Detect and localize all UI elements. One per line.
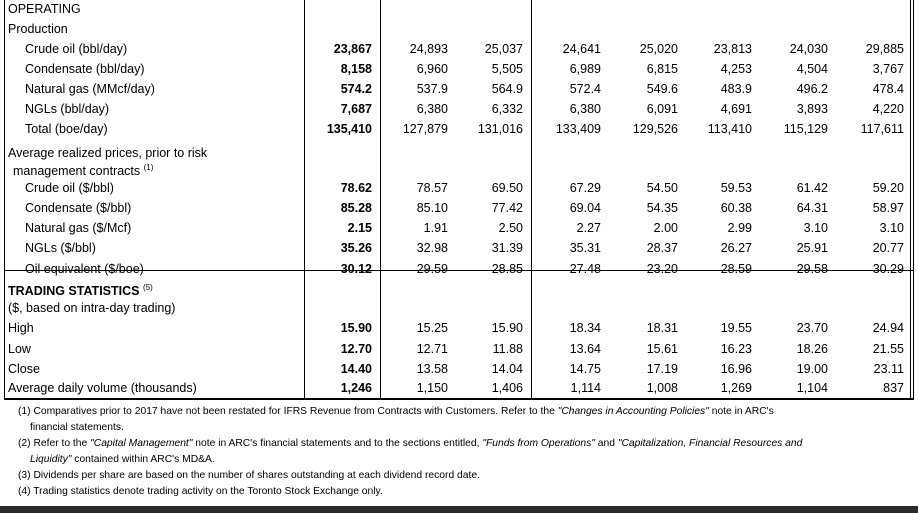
table-cell: 2.15 — [347, 221, 372, 235]
table-cell: 1,150 — [416, 381, 448, 395]
table-cell: 28.59 — [720, 262, 752, 276]
table-cell: 29,885 — [865, 42, 904, 56]
table-cell: 15.90 — [491, 321, 523, 335]
section-title-trading — [8, 281, 153, 298]
table-cell: 4,504 — [796, 62, 828, 76]
column-divider — [380, 0, 381, 399]
table-cell: 58.97 — [872, 201, 904, 215]
table-cell: 574.2 — [340, 82, 372, 96]
footnotes — [18, 404, 908, 500]
row-label: NGLs (bbl/day) — [25, 102, 110, 116]
row-label: Natural gas (MMcf/day) — [25, 82, 155, 96]
table-cell: 23.20 — [646, 262, 678, 276]
table-cell: 59.53 — [720, 181, 752, 195]
table-cell: 35.31 — [569, 241, 601, 255]
row-label: Condensate ($/bbl) — [25, 201, 132, 215]
row-label: Natural gas ($/Mcf) — [25, 221, 132, 235]
table-cell: 3.10 — [803, 221, 828, 235]
table-cell: 15.61 — [646, 342, 678, 356]
table-cell: 133,409 — [555, 122, 601, 136]
table-cell: 64.31 — [796, 201, 828, 215]
table-cell: 15.90 — [340, 321, 372, 335]
table-cell: 20.77 — [872, 241, 904, 255]
table-cell: 67.29 — [569, 181, 601, 195]
table-cell: 4,253 — [720, 62, 752, 76]
table-cell: 483.9 — [720, 82, 752, 96]
table-cell: 1,008 — [646, 381, 678, 395]
table-cell: 16.96 — [720, 362, 752, 376]
table-cell: 1,104 — [796, 381, 828, 395]
row-label: Crude oil (bbl/day) — [25, 42, 128, 56]
table-cell: 537.9 — [416, 82, 448, 96]
table-cell: 14.40 — [340, 362, 372, 376]
row-label: High — [8, 321, 34, 335]
table-cell: 35.26 — [340, 241, 372, 255]
table-cell: 31.39 — [491, 241, 523, 255]
table-cell: 59.20 — [872, 181, 904, 195]
table-cell: 1,406 — [491, 381, 523, 395]
table-cell: 15.25 — [416, 321, 448, 335]
table-cell: 12.71 — [416, 342, 448, 356]
table-cell: 115,129 — [783, 122, 828, 136]
prices-label-text: management contracts — [13, 164, 141, 179]
trading-title-text: TRADING STATISTICS — [8, 284, 140, 299]
row-label: Oil equivalent ($/boe) — [25, 262, 144, 276]
table-cell: 1,269 — [720, 381, 752, 395]
table-cell: 14.04 — [491, 362, 523, 376]
table-cell: 131,016 — [477, 122, 523, 136]
row-label: Crude oil ($/bbl) — [25, 181, 114, 195]
table-cell: 17.19 — [646, 362, 678, 376]
table-cell: 6,380 — [416, 102, 448, 116]
group-label-prices-cont — [13, 161, 153, 178]
table-cell: 25.91 — [796, 241, 828, 255]
table-cell: 2.50 — [498, 221, 523, 235]
table-cell: 129,526 — [632, 122, 678, 136]
note-marker: (1) — [143, 163, 154, 172]
row-label: Condensate (bbl/day) — [25, 62, 145, 76]
table-cell: 30.12 — [340, 262, 372, 276]
table-cell: 24,030 — [789, 42, 828, 56]
table-cell: 30.29 — [872, 262, 904, 276]
table-cell: 572.4 — [569, 82, 601, 96]
table-cell: 69.04 — [569, 201, 601, 215]
table-cell: 6,815 — [646, 62, 678, 76]
table-cell: 3.10 — [879, 221, 904, 235]
table-cell: 1,246 — [340, 381, 372, 395]
table-cell: 13.58 — [416, 362, 448, 376]
table-cell: 78.57 — [416, 181, 448, 195]
table-cell: 549.6 — [646, 82, 678, 96]
table-cell: 7,687 — [340, 102, 372, 116]
table-cell: 25,020 — [639, 42, 678, 56]
table-cell: 26.27 — [720, 241, 752, 255]
table-cell: 32.98 — [416, 241, 448, 255]
table-cell: 113,410 — [707, 122, 752, 136]
group-label-production: Production — [8, 22, 68, 36]
table-cell: 2.00 — [653, 221, 678, 235]
table-cell: 4,220 — [872, 102, 904, 116]
table-cell: 6,091 — [646, 102, 678, 116]
table-cell: 135,410 — [326, 122, 372, 136]
row-label: NGLs ($/bbl) — [25, 241, 96, 255]
table-cell: 12.70 — [340, 342, 372, 356]
table-cell: 27.48 — [569, 262, 601, 276]
column-divider — [531, 0, 532, 399]
group-label-prices: Average realized prices, prior to risk — [8, 146, 208, 160]
table-cell: 25,037 — [484, 42, 523, 56]
table-cell: 23,813 — [713, 42, 752, 56]
table-cell: 28.85 — [491, 262, 523, 276]
table-cell: 54.35 — [646, 201, 678, 215]
table-cell: 18.26 — [796, 342, 828, 356]
table-cell: 24.94 — [872, 321, 904, 335]
table-cell: 3,893 — [796, 102, 828, 116]
table-cell: 1,114 — [570, 381, 601, 395]
table-cell: 496.2 — [796, 82, 828, 96]
table-cell: 19.55 — [720, 321, 752, 335]
table-cell: 23,867 — [333, 42, 372, 56]
table-cell: 23.70 — [796, 321, 828, 335]
table-cell: 5,505 — [491, 62, 523, 76]
table-cell: 18.31 — [646, 321, 678, 335]
table-cell: 3,767 — [872, 62, 904, 76]
table-cell: 8,158 — [340, 62, 372, 76]
table-cell: 117,611 — [860, 122, 904, 136]
table-cell: 29.58 — [796, 262, 828, 276]
footnote-2: (2) Refer to the "Capital Management" note in ARC's financial statements and to the sections entitled, "Funds from Operations" and "Capitalization, Financial Resources and Liquidity" contained within ARC's MD&A. — [18, 438, 803, 465]
table-cell: 16.23 — [720, 342, 752, 356]
table-cell: 60.38 — [720, 201, 752, 215]
table-cell: 28.37 — [646, 241, 678, 255]
table-cell: 85.10 — [416, 201, 448, 215]
table-cell: 6,989 — [569, 62, 601, 76]
table-cell: 6,332 — [491, 102, 523, 116]
table-cell: 478.4 — [872, 82, 904, 96]
table-cell: 2.27 — [576, 221, 601, 235]
bottom-bar — [0, 506, 918, 513]
table-cell: 6,960 — [416, 62, 448, 76]
footnote-4: (4) Trading statistics denote trading activity on the Toronto Stock Exchange only. — [18, 486, 383, 497]
section-title-operating: OPERATING — [8, 2, 81, 16]
table-cell: 127,879 — [402, 122, 448, 136]
table-cell: 77.42 — [491, 201, 523, 215]
note-marker: (5) — [142, 283, 153, 292]
table-cell: 24,893 — [409, 42, 448, 56]
table-cell: 6,380 — [569, 102, 601, 116]
row-label: Average daily volume (thousands) — [8, 381, 197, 395]
table-cell: 837 — [883, 381, 904, 395]
financial-table — [4, 0, 914, 399]
table-cell: 85.28 — [340, 201, 372, 215]
table-cell: 61.42 — [796, 181, 828, 195]
column-divider — [910, 0, 911, 399]
table-cell: 69.50 — [491, 181, 523, 195]
table-cell: 4,691 — [720, 102, 752, 116]
row-label: Low — [8, 342, 31, 356]
table-cell: 54.50 — [646, 181, 678, 195]
table-cell: 2.99 — [727, 221, 752, 235]
table-cell: 24,641 — [562, 42, 601, 56]
table-cell: 78.62 — [340, 181, 372, 195]
trading-subtitle: ($, based on intra-day trading) — [8, 301, 176, 315]
footnote-1: (1) Comparatives prior to 2017 have not been restated for IFRS Revenue from Contracts with Customers. Refer to the "Changes in Accounting Policies" note in ARC's financial statements. — [18, 406, 774, 433]
table-cell: 23.11 — [873, 362, 904, 376]
table-cell: 29.59 — [416, 262, 448, 276]
table-cell: 1.91 — [423, 221, 448, 235]
footnote-3: (3) Dividends per share are based on the number of shares outstanding at each dividend record date. — [18, 470, 480, 481]
column-divider — [304, 0, 305, 399]
table-cell: 14.75 — [569, 362, 601, 376]
row-label: Total (boe/day) — [25, 122, 108, 136]
row-label: Close — [8, 362, 40, 376]
table-cell: 18.34 — [569, 321, 601, 335]
section-divider — [4, 399, 914, 400]
table-cell: 19.00 — [796, 362, 828, 376]
table-cell: 21.55 — [872, 342, 904, 356]
table-cell: 11.88 — [492, 342, 523, 356]
table-cell: 13.64 — [569, 342, 601, 356]
table-cell: 564.9 — [491, 82, 523, 96]
